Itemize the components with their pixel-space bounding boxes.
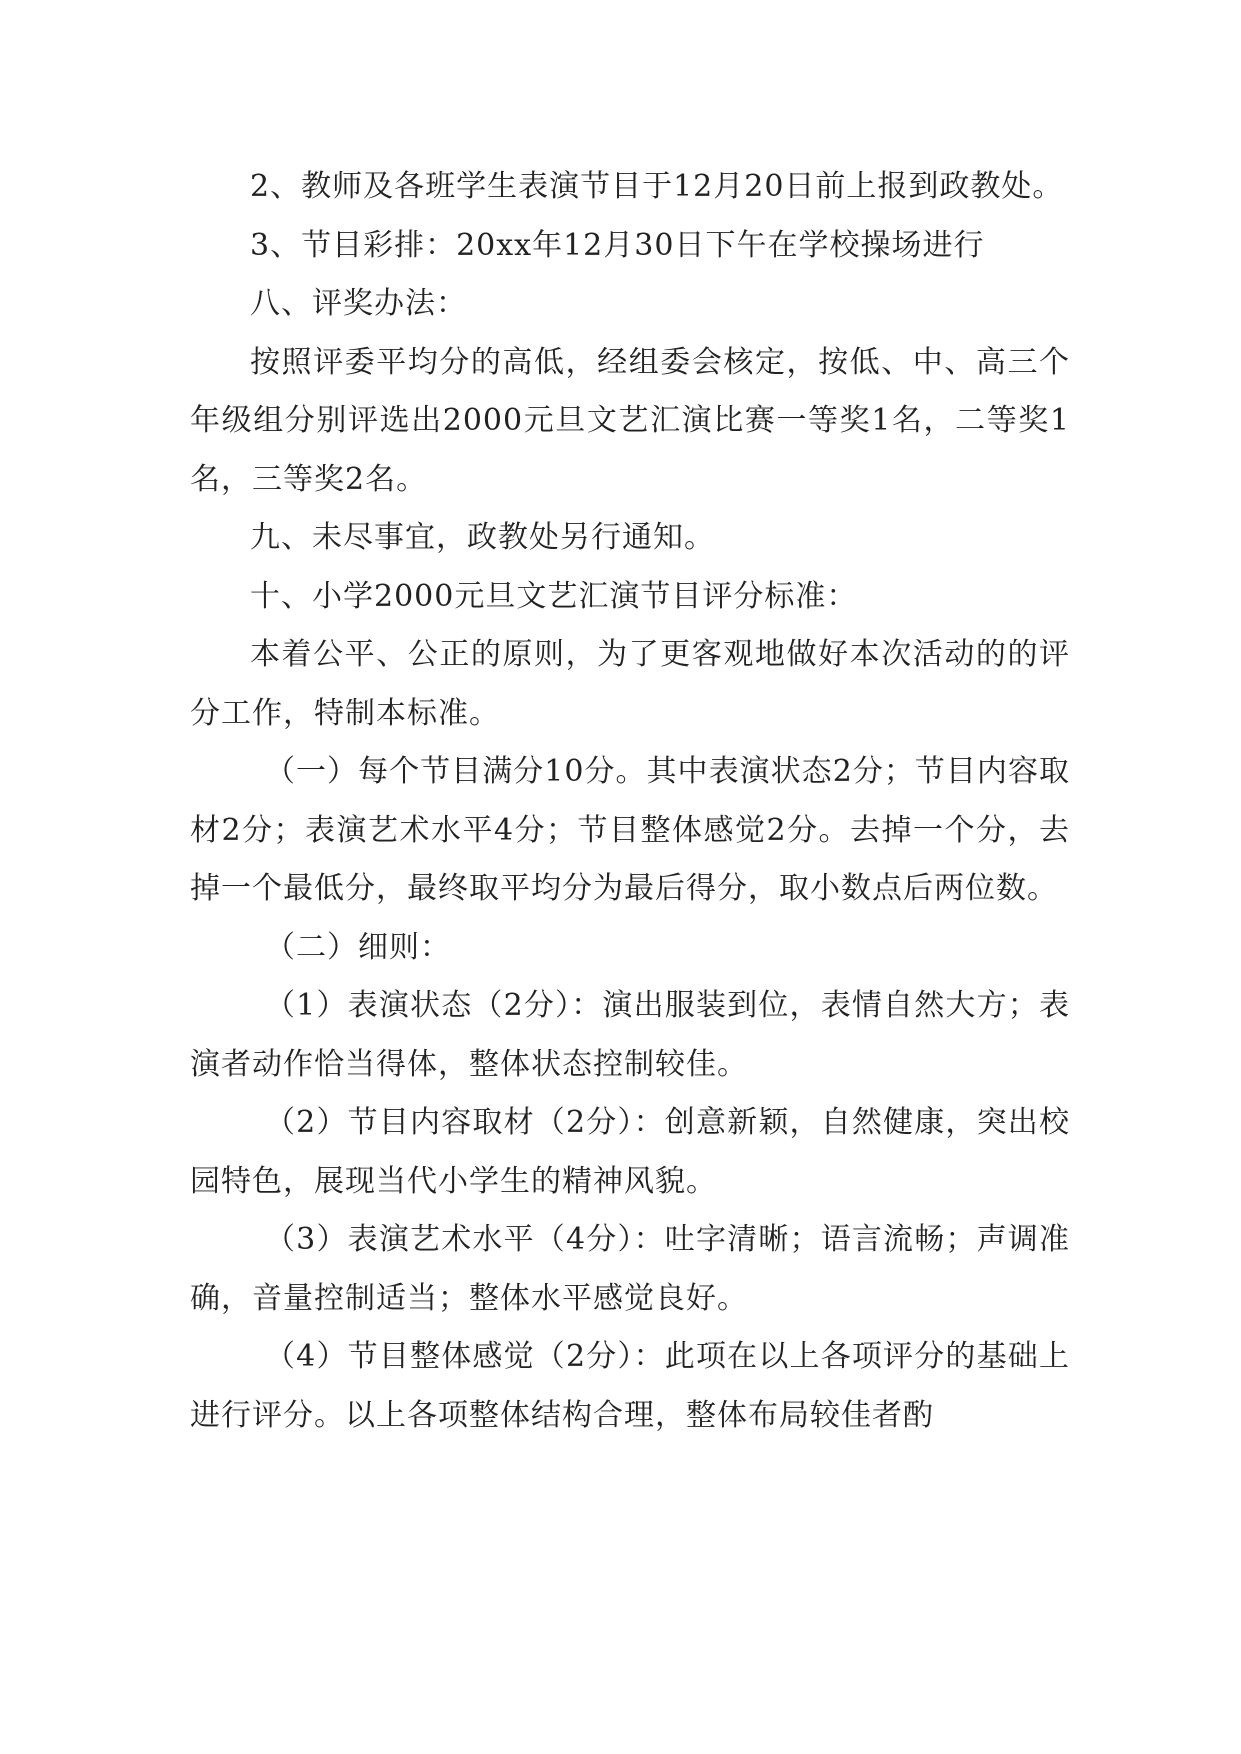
paragraph-detail-overall-feel: （4）节目整体感觉（2分）：此项在以上各项评分的基础上进行评分。以上各项整体结构合理，整体布局较佳者酌 xyxy=(190,1339,1070,1433)
paragraph-other-matters: 九、未尽事宜，政教处另行通知。 xyxy=(250,520,715,555)
paragraph-award-rules: 按照评委平均分的高低，经组委会核定，按低、中、高三个年级组分别评选出2000元旦文艺汇演比赛一等奖1名，二等奖1名，三等奖2名。 xyxy=(190,344,1070,497)
paragraph-detail-art-level: （3）表演艺术水平（4分）：吐字清晰；语言流畅；声调准确，音量控制适当；整体水平感觉良好。 xyxy=(190,1222,1070,1316)
heading-award-method: 八、评奖办法： xyxy=(250,286,467,321)
paragraph-rehearsal: 3、节目彩排：20xx年12月30日下午在学校操场进行 xyxy=(250,227,985,263)
paragraph-detail-performance-state: （1）表演状态（2分）：演出服装到位，表情自然大方；表演者动作恰当得体，整体状态控制较佳。 xyxy=(190,988,1070,1082)
heading-scoring-standard: 十、小学2000元旦文艺汇演节目评分标准： xyxy=(250,578,858,614)
heading-details: （二）细则： xyxy=(265,929,451,965)
document-body xyxy=(190,158,1070,1445)
paragraph-full-score: （一）每个节目满分10分。其中表演状态2分；节目内容取材2分；表演艺术水平4分；节目整体感觉2分。去掉一个分，去掉一个最低分，最终取平均分为最后得分，取小数点后两位数。 xyxy=(190,754,1070,906)
paragraph-submission-deadline: 2、教师及各班学生表演节目于12月20日前上报到政教处。 xyxy=(250,169,1064,204)
paragraph-principle: 本着公平、公正的原则，为了更客观地做好本次活动的的评分工作，特制本标准。 xyxy=(190,637,1070,731)
paragraph-detail-content: （2）节目内容取材（2分）：创意新颖，自然健康，突出校园特色，展现当代小学生的精神风貌。 xyxy=(190,1105,1070,1199)
